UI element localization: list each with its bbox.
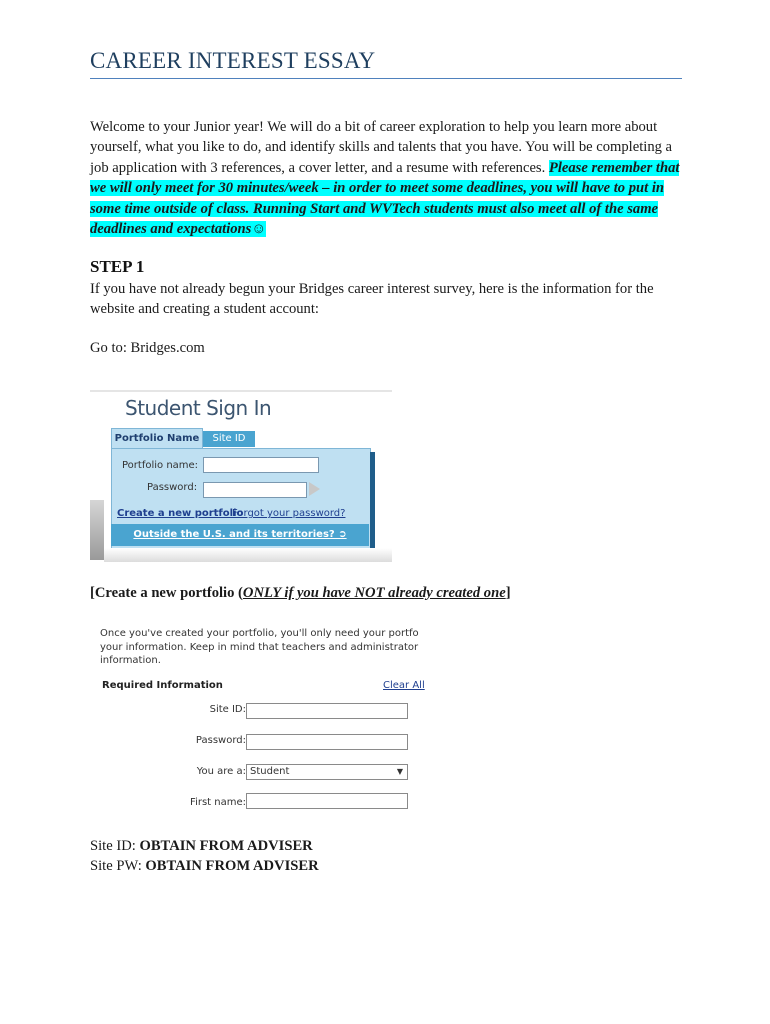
create-prefix: [Create a new portfolio ( xyxy=(90,585,243,601)
first-name-label: First name: xyxy=(190,797,246,808)
portfolio-name-label: Portfolio name: xyxy=(122,460,199,471)
clear-all-link[interactable]: Clear All xyxy=(383,680,425,691)
signin-bottom-fade xyxy=(104,548,392,562)
tab-site-id[interactable]: Site ID xyxy=(203,431,255,447)
outside-us-link[interactable]: Outside the U.S. and its territories? ➲ xyxy=(111,524,369,546)
site-id-text-value: OBTAIN FROM ADVISER xyxy=(139,838,313,854)
tab-portfolio-name[interactable]: Portfolio Name xyxy=(111,428,203,449)
password-input[interactable] xyxy=(246,734,408,750)
you-are-value: Student xyxy=(250,766,290,777)
site-id-text-label: Site ID: xyxy=(90,838,140,854)
document-title: CAREER INTEREST ESSAY xyxy=(90,48,682,79)
signin-heading: Student Sign In xyxy=(125,396,272,420)
signin-password-input[interactable] xyxy=(203,482,307,498)
required-info-screenshot xyxy=(100,627,440,817)
site-pw-line xyxy=(90,858,319,875)
forgot-password-link[interactable]: Forgot your password? xyxy=(232,508,346,519)
intro-text: Welcome to your Junior year! We will do a bit of career exploration to help you learn more about yourself, what you like to do, and identify skills and talents that you have. You will be completing a job application with 3 references, a cover letter, and a resume with references. xyxy=(90,119,673,176)
create-suffix: ] xyxy=(505,585,511,601)
signin-side-image xyxy=(90,500,104,560)
create-emphasis: ONLY if you have NOT already created one xyxy=(242,585,506,601)
you-are-select[interactable] xyxy=(246,764,408,780)
signin-password-label: Password: xyxy=(147,482,198,493)
create-portfolio-link[interactable]: Create a new portfolio xyxy=(117,508,244,519)
signin-panel-shadow xyxy=(370,452,375,554)
goto-text: Go to: Bridges.com xyxy=(90,340,205,356)
portfolio-name-input[interactable] xyxy=(203,457,319,473)
signin-top-rule xyxy=(90,390,392,392)
site-id-line xyxy=(90,838,313,855)
step-1-text: If you have not already begun your Bridges career interest survey, here is the information for the website and creating a student account: xyxy=(90,281,654,318)
intro-highlight: Please remember that we will only meet for 30 minutes/week – in order to meet some deadlines, you will have to put in some time outside of class. Running Start and WVTech students must also meet all of the same deadlines and expectations☺ xyxy=(90,159,680,238)
site-pw-text-value: OBTAIN FROM ADVISER xyxy=(145,858,319,874)
site-id-label: Site ID: xyxy=(209,704,246,715)
go-arrow-icon[interactable] xyxy=(309,482,320,496)
first-name-input[interactable] xyxy=(246,793,408,809)
create-portfolio-note xyxy=(90,585,511,602)
intro-paragraph xyxy=(90,117,682,239)
reqform-intro: Once you've created your portfolio, you'll only need your portfo your information. Keep in mind that teachers and administrator information. xyxy=(100,628,419,666)
required-info-title: Required Information xyxy=(102,680,223,691)
chevron-down-icon: ▼ xyxy=(396,767,403,776)
step-1-heading: STEP 1 xyxy=(90,257,145,276)
student-signin-screenshot xyxy=(90,390,392,563)
site-id-input[interactable] xyxy=(246,703,408,719)
you-are-label: You are a: xyxy=(196,766,246,777)
site-pw-text-label: Site PW: xyxy=(90,858,146,874)
password-label: Password: xyxy=(195,735,246,746)
